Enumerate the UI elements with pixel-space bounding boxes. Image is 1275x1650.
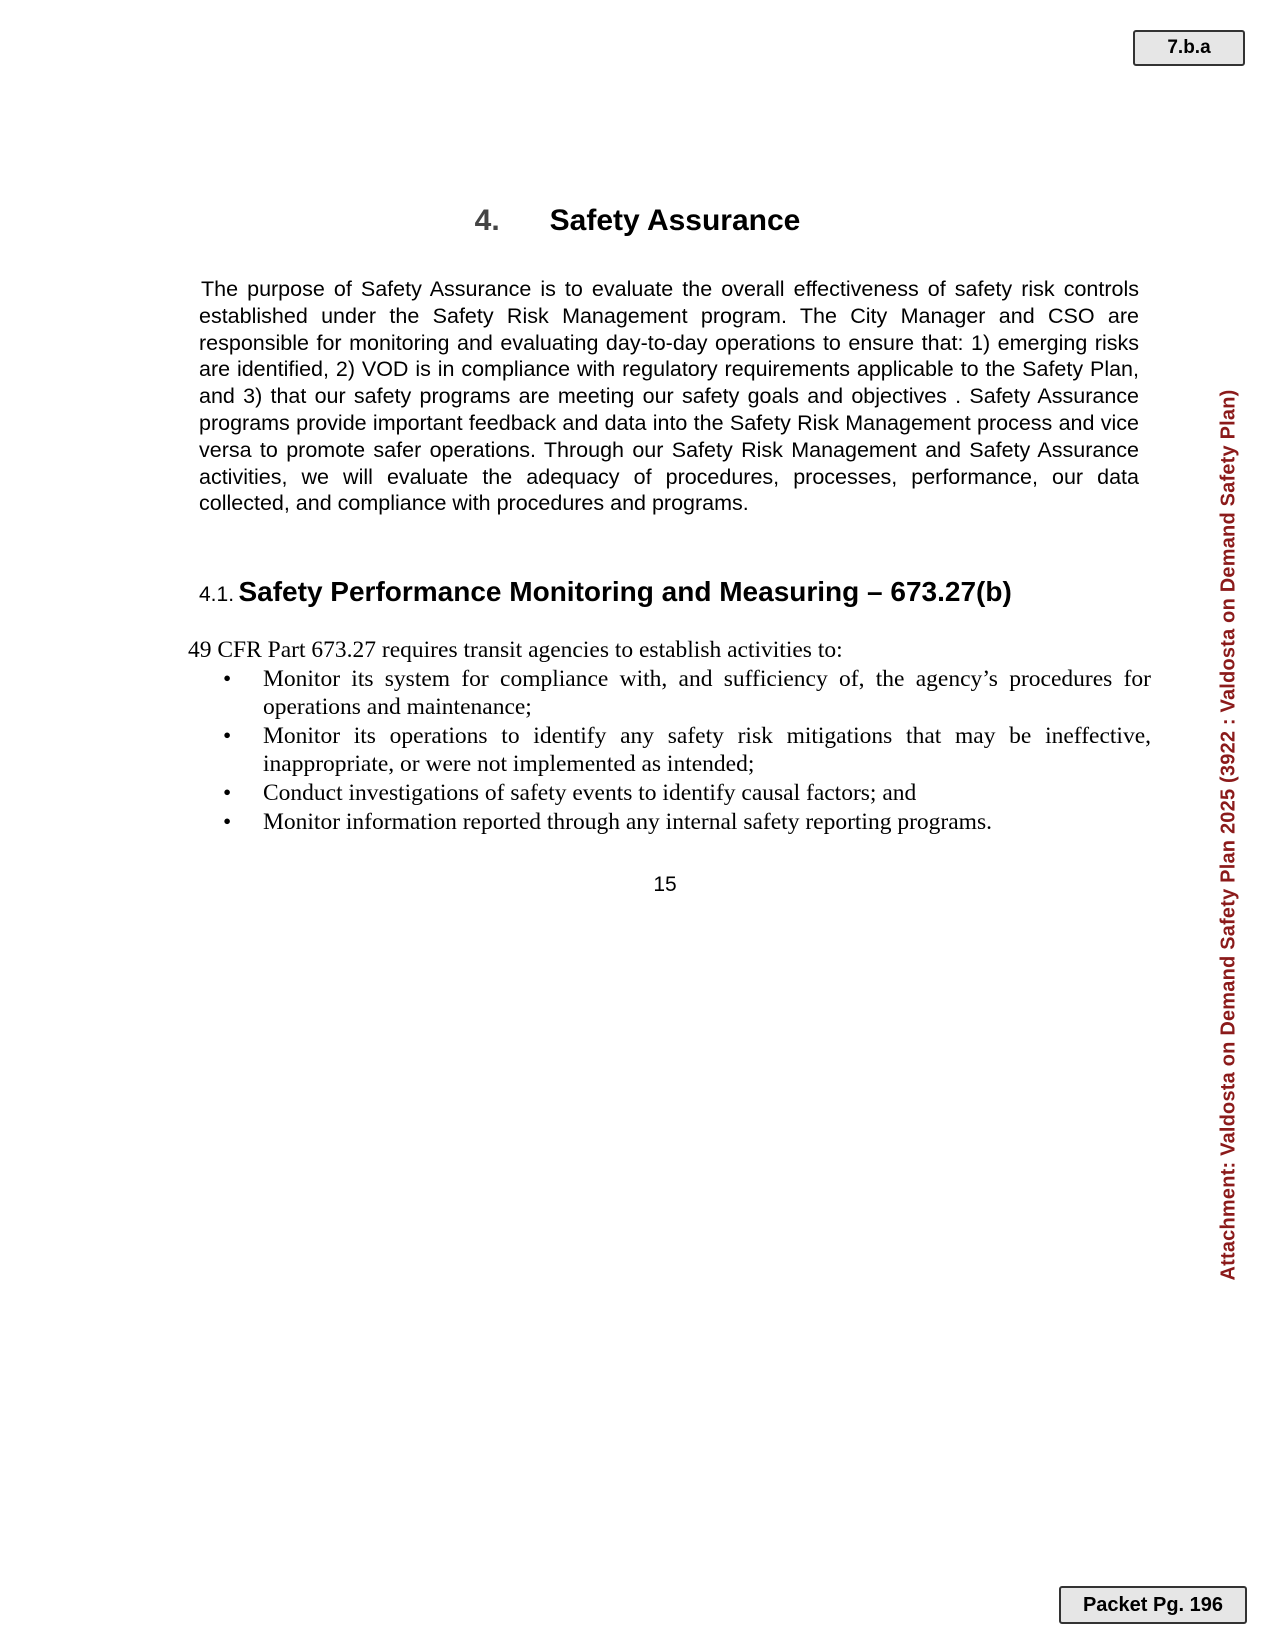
requirements-block — [188, 636, 1151, 836]
bullet-icon: • — [223, 665, 232, 692]
requirement-item — [223, 808, 1151, 837]
bullet-icon: • — [223, 808, 232, 835]
attachment-side-label: Attachment: Valdosta on Demand Safety Plan 2025 (3922 : Valdosta on Demand Safety Plan) — [1217, 389, 1240, 1281]
requirement-text: Conduct investigations of safety events to identify causal factors; and — [263, 779, 917, 806]
requirements-list — [188, 665, 1151, 837]
requirement-item — [223, 722, 1151, 779]
bullet-icon: • — [223, 779, 232, 806]
requirement-text: Monitor information reported through any internal safety reporting programs. — [263, 808, 992, 835]
requirement-text: Monitor its system for compliance with, and sufficiency of, the agency’s procedures for operations and maintenance; — [263, 665, 1151, 721]
agenda-item-badge: 7.b.a — [1133, 30, 1245, 66]
subsection-title: Safety Performance Monitoring and Measuring – 673.27(b) — [238, 576, 1012, 607]
page-number: 15 — [653, 873, 677, 896]
packet-page-badge: Packet Pg. 196 — [1059, 1586, 1247, 1624]
requirements-lead: 49 CFR Part 673.27 requires transit agencies to establish activities to: — [188, 637, 843, 663]
requirement-item — [223, 779, 1151, 808]
requirement-text: Monitor its operations to identify any safety risk mitigations that may be ineffective, inappropriate, or were not implemented as intended; — [263, 722, 1151, 778]
subsection-number: 4.1. — [199, 583, 235, 606]
section-heading — [0, 204, 1275, 238]
subsection-heading — [199, 576, 1012, 608]
bullet-icon: • — [223, 722, 232, 749]
section-number: 4. — [474, 204, 500, 237]
section-title: Safety Assurance — [549, 204, 801, 237]
section-intro-paragraph: The purpose of Safety Assurance is to evaluate the overall effectiveness of safety risk controls established under the Safety Risk Management program. The City Manager and CSO are responsible for monitoring and evaluating day-to-day operations to ensure that: 1) emerging risks are identified, 2) VOD is in compliance with regulatory requirements applicable to the Safety Plan, and 3) that our safety programs are meeting our safety goals and objectives . Safety Assurance programs provide important feedback and data into the Safety Risk Management process and vice versa to promote safer operations. Through our Safety Risk Management and Safety Assurance activities, we will evaluate the adequacy of procedures, processes, performance, our data collected, and compliance with procedures and programs. — [199, 277, 1139, 516]
requirement-item — [223, 665, 1151, 722]
